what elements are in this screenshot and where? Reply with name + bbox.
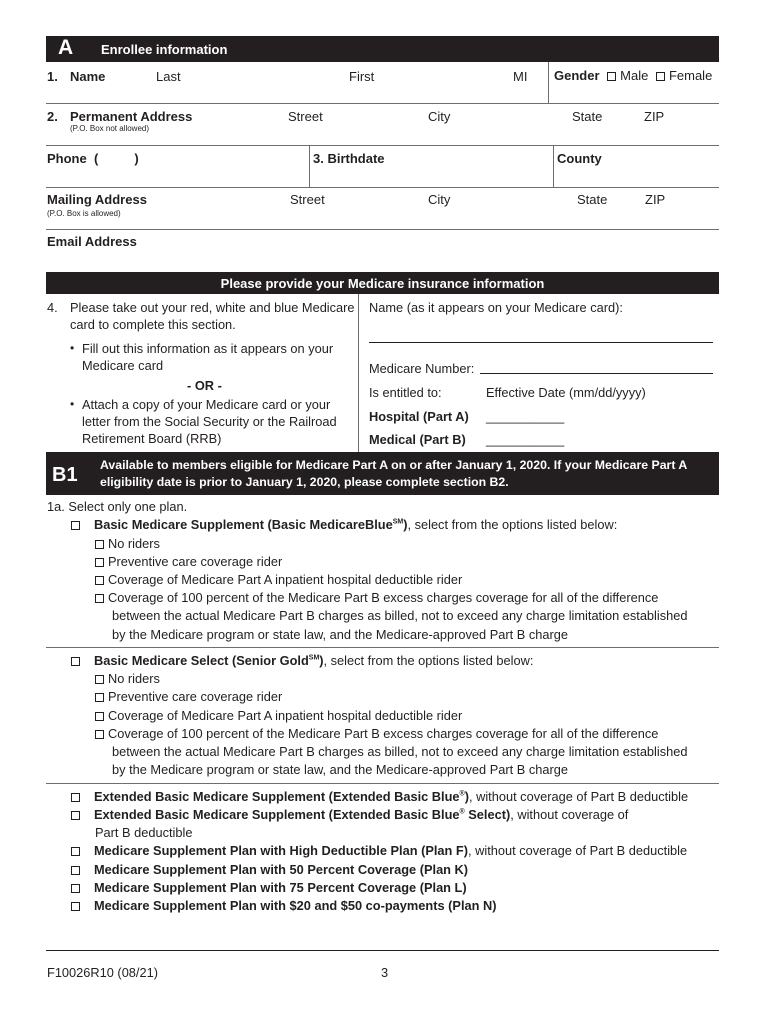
bullet-icon: • [70, 397, 75, 411]
medicare-header [46, 272, 719, 294]
option-label: No riders [108, 536, 160, 551]
name-label: Name [70, 69, 106, 84]
plan-basic-supplement-checkbox[interactable] [71, 521, 80, 530]
plan-title: Extended Basic Medicare Supplement (Extended Basic Blue [94, 807, 460, 822]
medicare-header-text: Please provide your Medicare insurance information [220, 276, 545, 291]
gender-female-label: Female [668, 68, 713, 83]
medicare-bullet1-line2: Medicare card [82, 358, 164, 373]
permanent-address-label: Permanent Address [70, 109, 193, 124]
entitled-label: Is entitled to: [369, 385, 442, 400]
plan-basic-select-title: Basic Medicare Select (Senior Gold [94, 653, 309, 668]
medicare-bullet1-line1: Fill out this information as it appears on your [82, 341, 334, 356]
plan2-option-preventive [95, 689, 282, 704]
option-checkbox[interactable] [95, 576, 104, 585]
divider [46, 647, 719, 648]
gender-female-checkbox[interactable] [656, 72, 665, 81]
divider [358, 294, 359, 452]
option-label: No riders [108, 671, 160, 686]
plan-title-end: ) [464, 789, 469, 804]
option-checkbox[interactable] [95, 540, 104, 549]
medicare-or: - OR - [187, 378, 222, 393]
plan-n [71, 898, 497, 913]
plan2-option-part-b-excess [95, 726, 658, 741]
plan-title: Medicare Supplement Plan with 50 Percent Coverage (Plan K) [94, 862, 469, 877]
plan-k-checkbox[interactable] [71, 866, 80, 875]
divider [46, 229, 719, 230]
medicare-name-label: Name (as it appears on your Medicare card): [369, 300, 623, 315]
section-b1-text-line2: eligibility date is prior to January 1, 2020, please complete section B2. [100, 475, 509, 489]
plan-extended-basic-select-checkbox[interactable] [71, 811, 80, 820]
option-checkbox[interactable] [95, 712, 104, 721]
address-city-caption: City [428, 109, 451, 124]
divider [553, 145, 554, 187]
name-number: 1. [47, 69, 58, 84]
section-a-title: Enrollee information [101, 42, 228, 57]
plan-l [71, 880, 467, 895]
plan1-option-no-riders [95, 536, 160, 551]
plan-l-checkbox[interactable] [71, 884, 80, 893]
medicare-item-number: 4. [47, 300, 58, 315]
birthdate-label: 3. Birthdate [313, 151, 385, 166]
medicare-name-field[interactable] [369, 342, 713, 343]
name-last-caption: Last [156, 69, 181, 84]
service-mark: SM [308, 654, 320, 662]
plan-desc: , without coverage of Part B deductible [468, 843, 688, 858]
address-state-caption: State [572, 109, 603, 124]
divider [46, 187, 719, 188]
address-zip-caption: ZIP [644, 109, 665, 124]
mailing-zip-caption: ZIP [645, 192, 666, 207]
option-checkbox[interactable] [95, 558, 104, 567]
medicare-bullet2-line2: letter from the Social Security or the Railroad [82, 414, 337, 429]
plan-desc-continuation: Part B deductible [95, 825, 193, 840]
plan-basic-select-checkbox[interactable] [71, 657, 80, 666]
plan-title-end: ) [403, 517, 408, 532]
option-checkbox[interactable] [95, 693, 104, 702]
plan-title: Extended Basic Medicare Supplement (Extended Basic Blue [94, 789, 460, 804]
medicare-intro-line1: Please take out your red, white and blue Medicare [70, 300, 355, 315]
email-label: Email Address [47, 234, 137, 249]
option-label: Coverage of Medicare Part A inpatient hospital deductible rider [108, 572, 463, 587]
medicare-number-label: Medicare Number: [369, 361, 475, 376]
option-label: Preventive care coverage rider [108, 554, 283, 569]
option-label: Coverage of 100 percent of the Medicare Part B excess charges coverage for all of the difference [108, 590, 659, 605]
option-continuation: between the actual Medicare Part B charges as billed, not to exceed any charge limitation established [112, 608, 688, 623]
plan-basic-select-desc: , select from the options listed below: [323, 653, 534, 668]
option-checkbox[interactable] [95, 730, 104, 739]
hospital-part-a-label: Hospital (Part A) [369, 409, 469, 424]
option-continuation: between the actual Medicare Part B charges as billed, not to exceed any charge limitation established [112, 744, 688, 759]
section-b1-text-line1: Available to members eligible for Medicare Part A on or after January 1, 2020. If your Medicare Part A [100, 458, 688, 472]
section-b1-label: B1 [52, 464, 78, 486]
hospital-date-field[interactable]: ___________ [486, 409, 565, 424]
section-b1-header [46, 452, 719, 495]
effective-date-label: Effective Date (mm/dd/yyyy) [486, 385, 646, 400]
name-first-caption: First [349, 69, 375, 84]
medicare-bullet2-line3: Retirement Board (RRB) [82, 431, 222, 446]
medicare-number-field[interactable] [480, 373, 713, 374]
plan-basic-supplement-desc: , select from the options listed below: [407, 517, 618, 532]
footer-divider [46, 950, 719, 951]
plan1-option-preventive [95, 554, 282, 569]
section-a-letter: A [58, 36, 74, 59]
plan-f [71, 843, 687, 858]
divider [46, 103, 719, 104]
plan-extended-basic-select [71, 807, 628, 822]
medical-part-b-label: Medical (Part B) [369, 432, 466, 447]
divider [309, 145, 310, 187]
plan-desc: , without coverage of [510, 807, 629, 822]
option-label: Preventive care coverage rider [108, 689, 283, 704]
county-label: County [557, 151, 602, 166]
mailing-address-note: (P.O. Box is allowed) [47, 209, 121, 218]
section-a-header [46, 36, 719, 62]
permanent-address-note: (P.O. Box not allowed) [70, 124, 150, 133]
plan-title-end: Select) [464, 807, 511, 822]
registered-mark: ® [459, 808, 465, 816]
gender-label: Gender [554, 68, 600, 83]
plan2-option-part-a [95, 708, 462, 723]
medicare-bullet2-line1: Attach a copy of your Medicare card or your [82, 397, 331, 412]
gender-male-checkbox[interactable] [607, 72, 616, 81]
plan-extended-basic [71, 789, 688, 804]
divider [46, 783, 719, 784]
plan-basic-supplement-title: Basic Medicare Supplement (Basic MedicareBlue [94, 517, 393, 532]
option-checkbox[interactable] [95, 675, 104, 684]
plan-desc: , without coverage of Part B deductible [468, 789, 689, 804]
address-street-caption: Street [288, 109, 323, 124]
plan1-option-part-a [95, 572, 462, 587]
option-continuation: by the Medicare program or state law, and the Medicare-approved Part B charge [112, 762, 568, 777]
plan1-option-part-b-excess [95, 590, 658, 605]
service-mark: SM [392, 518, 404, 526]
option-label: Coverage of 100 percent of the Medicare Part B excess charges coverage for all of the difference [108, 726, 659, 741]
plan-basic-supplement [71, 517, 617, 532]
plan-title-end: ) [319, 653, 324, 668]
form-id: F10026R10 (08/21) [47, 965, 158, 980]
plan-title: Medicare Supplement Plan with $20 and $50 co-payments (Plan N) [94, 898, 497, 913]
gender-male-label: Male [620, 68, 649, 83]
plan-n-checkbox[interactable] [71, 902, 80, 911]
mailing-address-label: Mailing Address [47, 192, 147, 207]
plan-f-checkbox[interactable] [71, 847, 80, 856]
mailing-state-caption: State [577, 192, 608, 207]
gender-divider [548, 62, 549, 103]
plan-extended-basic-checkbox[interactable] [71, 793, 80, 802]
gender-group [554, 68, 712, 83]
plan-title: Medicare Supplement Plan with 75 Percent Coverage (Plan L) [94, 880, 467, 895]
mailing-street-caption: Street [290, 192, 325, 207]
mailing-city-caption: City [428, 192, 451, 207]
registered-mark: ® [459, 790, 465, 798]
address-number: 2. [47, 109, 58, 124]
page-number: 3 [381, 965, 389, 980]
plan2-option-no-riders [95, 671, 160, 686]
plan-title: Medicare Supplement Plan with High Deductible Plan (Plan F) [94, 843, 469, 858]
phone-label: Phone ( ) [47, 151, 139, 166]
option-checkbox[interactable] [95, 594, 104, 603]
medical-date-field[interactable]: ___________ [486, 432, 565, 447]
plan-instruction: 1a. Select only one plan. [47, 499, 188, 514]
medicare-intro-line2: card to complete this section. [70, 317, 236, 332]
divider [46, 145, 719, 146]
plan-k [71, 862, 468, 877]
name-mi-caption: MI [513, 69, 528, 84]
bullet-icon: • [70, 341, 75, 355]
plan-basic-select [71, 653, 533, 668]
option-label: Coverage of Medicare Part A inpatient hospital deductible rider [108, 708, 463, 723]
option-continuation: by the Medicare program or state law, and the Medicare-approved Part B charge [112, 627, 568, 642]
